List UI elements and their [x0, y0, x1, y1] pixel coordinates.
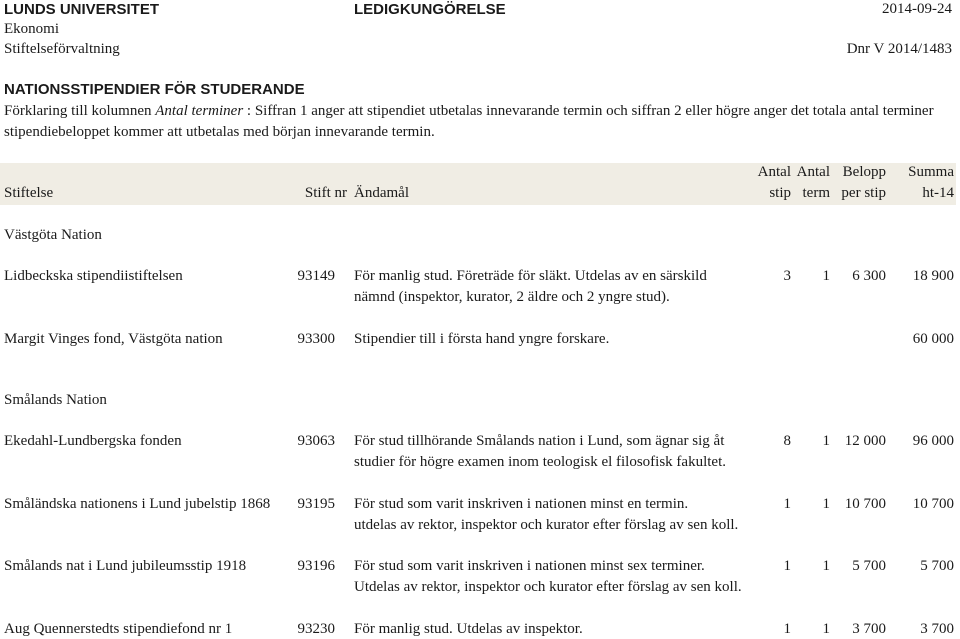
table-row-term: 1 — [822, 558, 830, 574]
explanation-text — [4, 101, 954, 143]
col-header-stiftelse: Stiftelse — [4, 185, 54, 201]
table-row-andamal-line1: För stud som varit inskriven i nationen minst sex terminer. — [354, 558, 705, 574]
table-row-andamal-line1: För stud som varit inskriven i nationen minst en termin. — [354, 496, 689, 512]
table-row-andamal-line2: Utdelas av rektor, inspektor och kurator efter förslag av sen koll. — [354, 579, 742, 595]
table-row-belopp: 12 000 — [844, 433, 886, 449]
col-header-belopp-1: Belopp — [842, 164, 886, 180]
table-row-andamal-line2: utdelas av rektor, inspektor och kurator efter förslag av sen koll. — [354, 517, 739, 533]
col-header-antal-term-1: Antal — [796, 164, 830, 180]
section-heading: Smålands Nation — [4, 392, 107, 408]
registration-number: Dnr V 2014/1483 — [846, 41, 952, 57]
col-header-stiftnr: Stift nr — [304, 185, 347, 201]
table-row-summa: 60 000 — [912, 331, 954, 347]
table-row-belopp: 5 700 — [852, 558, 886, 574]
table-row-stip: 1 — [783, 558, 791, 574]
table-row-stiftelse: Aug Quennerstedts stipendiefond nr 1 — [4, 621, 233, 637]
table-row-summa: 18 900 — [912, 268, 954, 284]
explanation-suffix: : Siffran 1 anger att stipendiet utbetalas innevarande termin och siffran 2 eller högre anger det totala antal terminer stipendiebeloppet kommer att utbetalas med början innevarande termin. — [4, 103, 934, 140]
page-title: NATIONSSTIPENDIER FÖR STUDERANDE — [4, 81, 305, 98]
table-row-stip: 3 — [783, 268, 791, 284]
table-row-nr: 93149 — [297, 268, 335, 284]
table-row-stip: 1 — [783, 621, 791, 637]
table-row-stiftelse: Ekedahl-Lundbergska fonden — [4, 433, 182, 449]
table-row-nr: 93230 — [297, 621, 335, 637]
col-header-summa-2: ht-14 — [922, 185, 954, 201]
col-header-belopp-2: per stip — [841, 185, 886, 201]
table-row-andamal-line1: Stipendier till i första hand yngre forskare. — [354, 331, 610, 347]
table-row-andamal-line1: För stud tillhörande Smålands nation i Lund, som ägnar sig åt — [354, 433, 725, 449]
table-row-stip: 1 — [783, 496, 791, 512]
col-header-andamal: Ändamål — [354, 185, 409, 201]
table-row-stiftelse: Småländska nationens i Lund jubelstip 1868 — [4, 496, 271, 512]
table-row-andamal-line1: För manlig stud. Företräde för släkt. Utdelas av en särskild — [354, 268, 707, 284]
document-date: 2014-09-24 — [882, 1, 952, 17]
table-row-stiftelse: Smålands nat i Lund jubileumsstip 1918 — [4, 558, 247, 574]
table-row-andamal-line2: studier för högre examen inom teologisk el filosofisk fakultet. — [354, 454, 726, 470]
table-row-stiftelse: Lidbeckska stipendiistiftelsen — [4, 268, 183, 284]
table-row-stiftelse: Margit Vinges fond, Västgöta nation — [4, 331, 223, 347]
table-row-term: 1 — [822, 621, 830, 637]
department-name: Ekonomi — [4, 21, 59, 37]
table-row-summa: 96 000 — [912, 433, 954, 449]
col-header-antal-stip-1: Antal — [757, 164, 791, 180]
university-name: LUNDS UNIVERSITET — [4, 1, 160, 18]
explanation-prefix: Förklaring till kolumnen — [4, 103, 156, 119]
document-type: LEDIGKUNGÖRELSE — [354, 1, 506, 18]
table-row-belopp: 3 700 — [852, 621, 886, 637]
col-header-summa-1: Summa — [908, 164, 954, 180]
section-heading: Västgöta Nation — [4, 227, 102, 243]
department-unit: Stiftelseförvaltning — [4, 41, 120, 57]
table-row-term: 1 — [822, 268, 830, 284]
table-row-andamal-line1: För manlig stud. Utdelas av inspektor. — [354, 621, 583, 637]
explanation-italic: Antal terminer — [155, 103, 244, 119]
table-row-term: 1 — [822, 496, 830, 512]
table-row-summa: 5 700 — [920, 558, 954, 574]
table-row-nr: 93063 — [297, 433, 335, 449]
table-row-nr: 93300 — [297, 331, 335, 347]
table-row-belopp: 6 300 — [852, 268, 886, 284]
table-row-summa: 10 700 — [912, 496, 954, 512]
table-row-andamal-line2: nämnd (inspektor, kurator, 2 äldre och 2 yngre stud). — [354, 289, 670, 305]
col-header-antal-stip-2: stip — [769, 185, 791, 201]
table-row-summa: 3 700 — [920, 621, 954, 637]
table-row-nr: 93196 — [297, 558, 335, 574]
table-row-nr: 93195 — [297, 496, 335, 512]
table-row-term: 1 — [822, 433, 830, 449]
table-row-belopp: 10 700 — [844, 496, 886, 512]
col-header-antal-term-2: term — [802, 185, 830, 201]
table-row-stip: 8 — [783, 433, 791, 449]
